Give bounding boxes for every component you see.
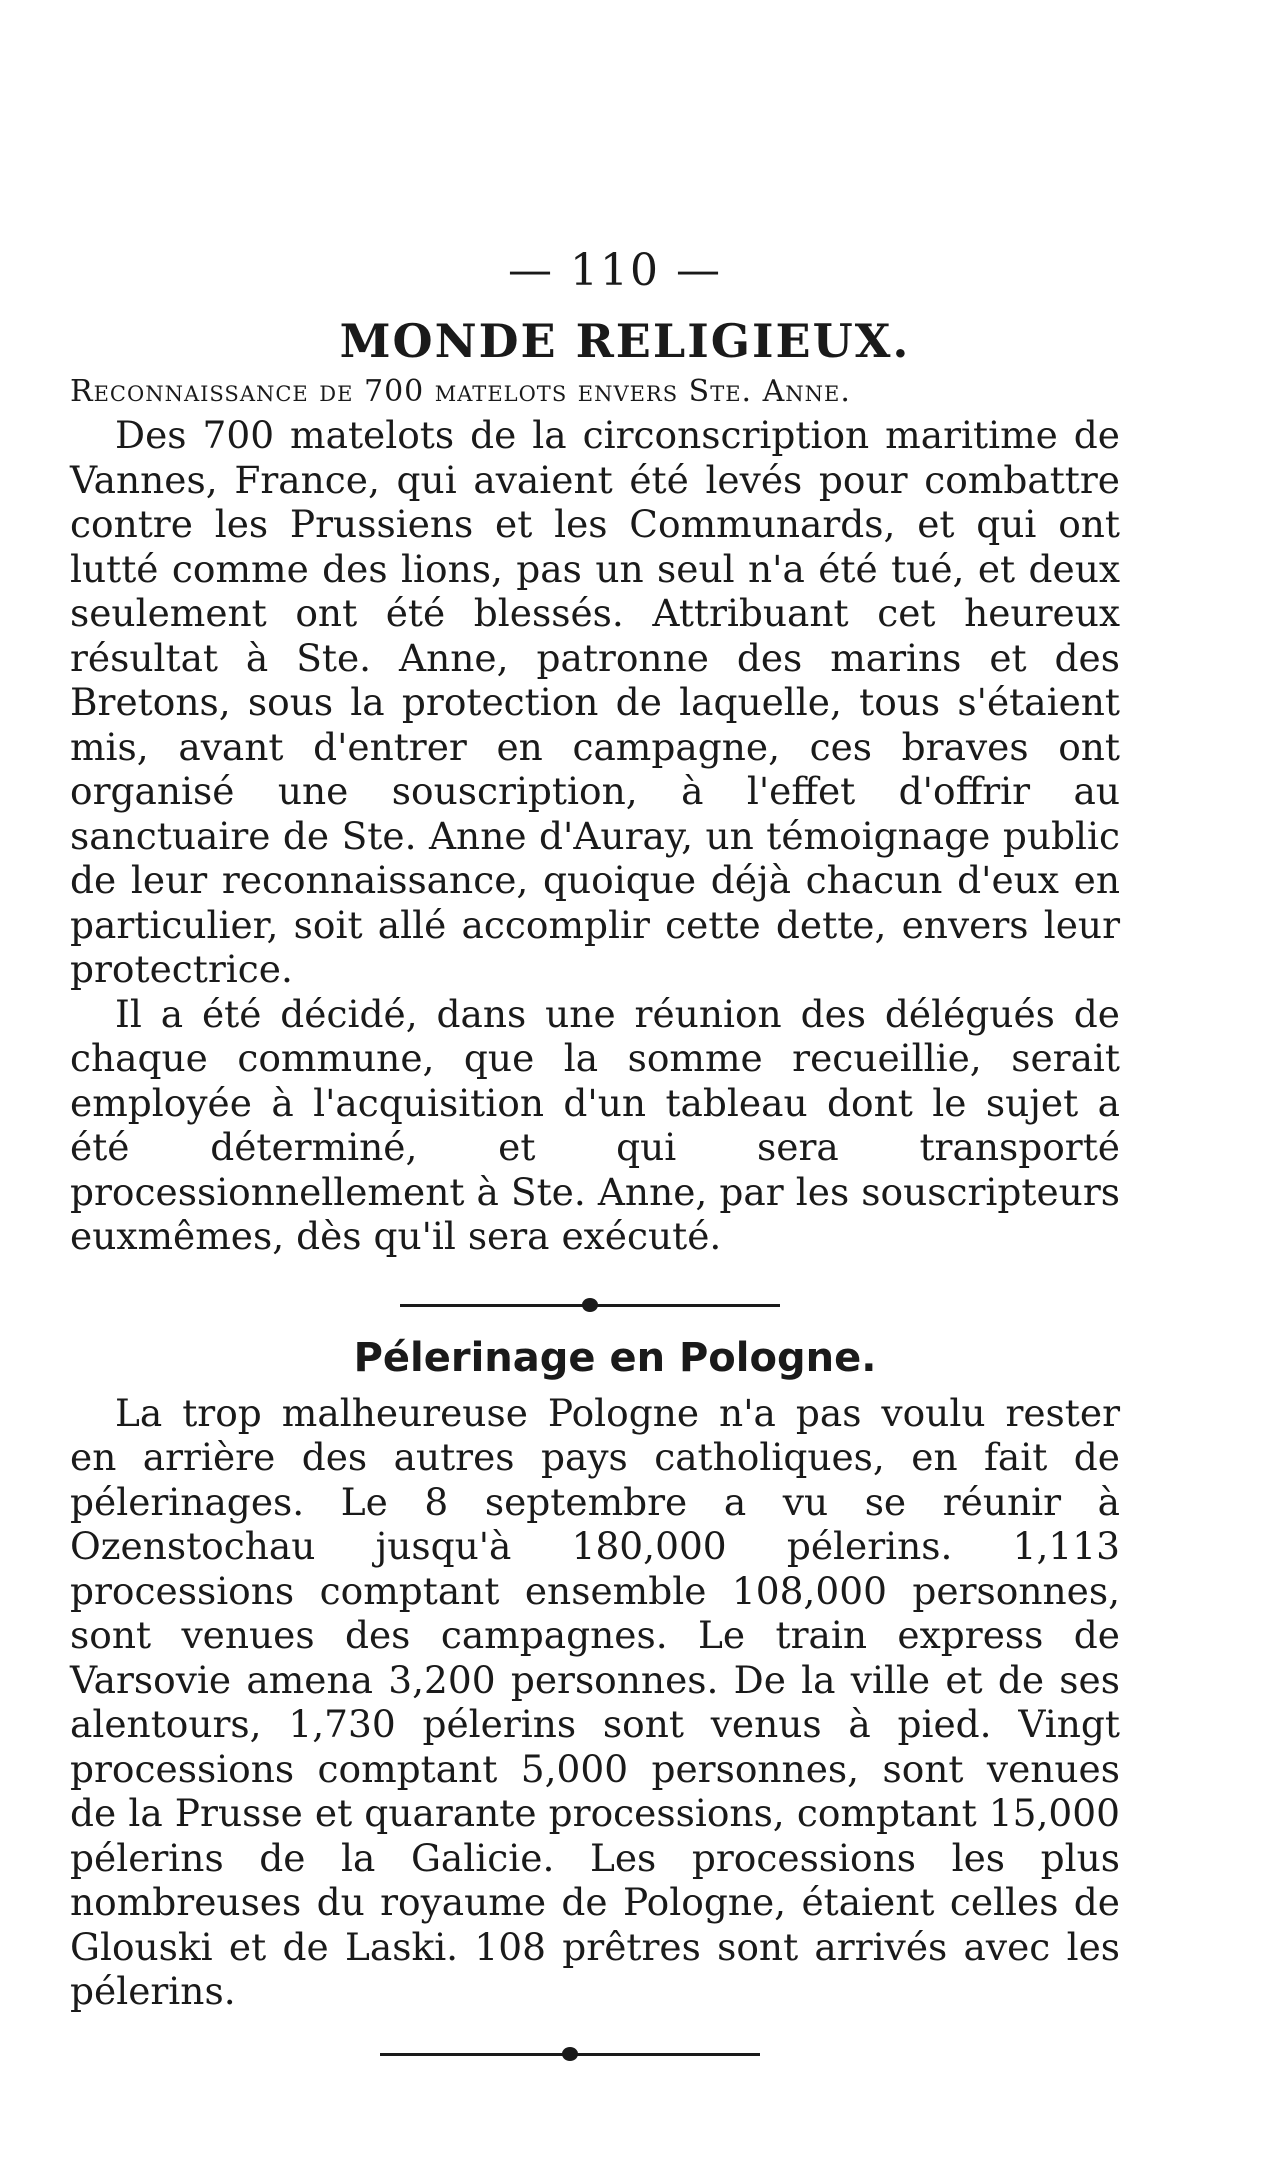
ornamental-divider <box>400 1295 780 1315</box>
ornamental-divider <box>380 2044 760 2064</box>
article-body <box>70 1391 1120 2014</box>
article-title: Pélerinage en Pologne. <box>353 1334 877 1381</box>
section-heading: MONDE RELIGIEUX. <box>339 314 911 368</box>
article-subheading: Reconnaissance de 700 matelots envers Ste. Anne. <box>70 374 851 409</box>
page-number: — 110 — <box>508 245 722 296</box>
paragraph: Des 700 matelots de la circonscription maritime de Vannes, France, qui avaient été levés pour combattre contre les Prussiens et les Communards, et qui ont lutté comme des lions, pas un seul n'a été tué, et deux seulement ont été blessés. Attribuant cet heureux résultat à Ste. Anne, patronne des marins et des Bretons, sous la protection de laquelle, tous s'étaient mis, avant d'entrer en campagne, ces braves ont organisé une souscription, à l'effet d'offrir au sanctuaire de Ste. Anne d'Auray, un témoignage public de leur reconnaissance, quoique déjà chacun d'eux en particulier, soit allé accomplir cette dette, envers leur protectrice. <box>70 413 1120 991</box>
section-body <box>70 413 1120 1259</box>
paragraph: La trop malheureuse Pologne n'a pas voulu rester en arrière des autres pays catholiques, en fait de pélerinages. Le 8 septembre a vu se réunir à Ozenstochau jusqu'à 180,000 pélerins. 1,113 processions comptant ensemble 108,000 personnes, sont venues des campagnes. Le train express de Varsovie amena 3,200 personnes. De la ville et de ses alentours, 1,730 pélerins sont venus à pied. Vingt processions comptant 5,000 personnes, sont venues de la Prusse et quarante processions, comptant 15,000 pélerins de la Galicie. Les processions les plus nombreuses du royaume de Pologne, étaient celles de Glouski et de Laski. 108 prêtres sont arrivés avec les pélerins. <box>70 1390 1120 2013</box>
page <box>70 245 1120 2084</box>
paragraph: Il a été décidé, dans une réunion des délégués de chaque commune, que la somme recueillie, serait employée à l'acquisition d'un tableau dont le sujet a été déterminé, et qui sera transporté processionnellement à Ste. Anne, par les souscripteurs euxmêmes, dès qu'il sera exécuté. <box>70 991 1120 1258</box>
divider-ornament-icon <box>562 2047 578 2061</box>
divider-ornament-icon <box>582 1298 598 1312</box>
